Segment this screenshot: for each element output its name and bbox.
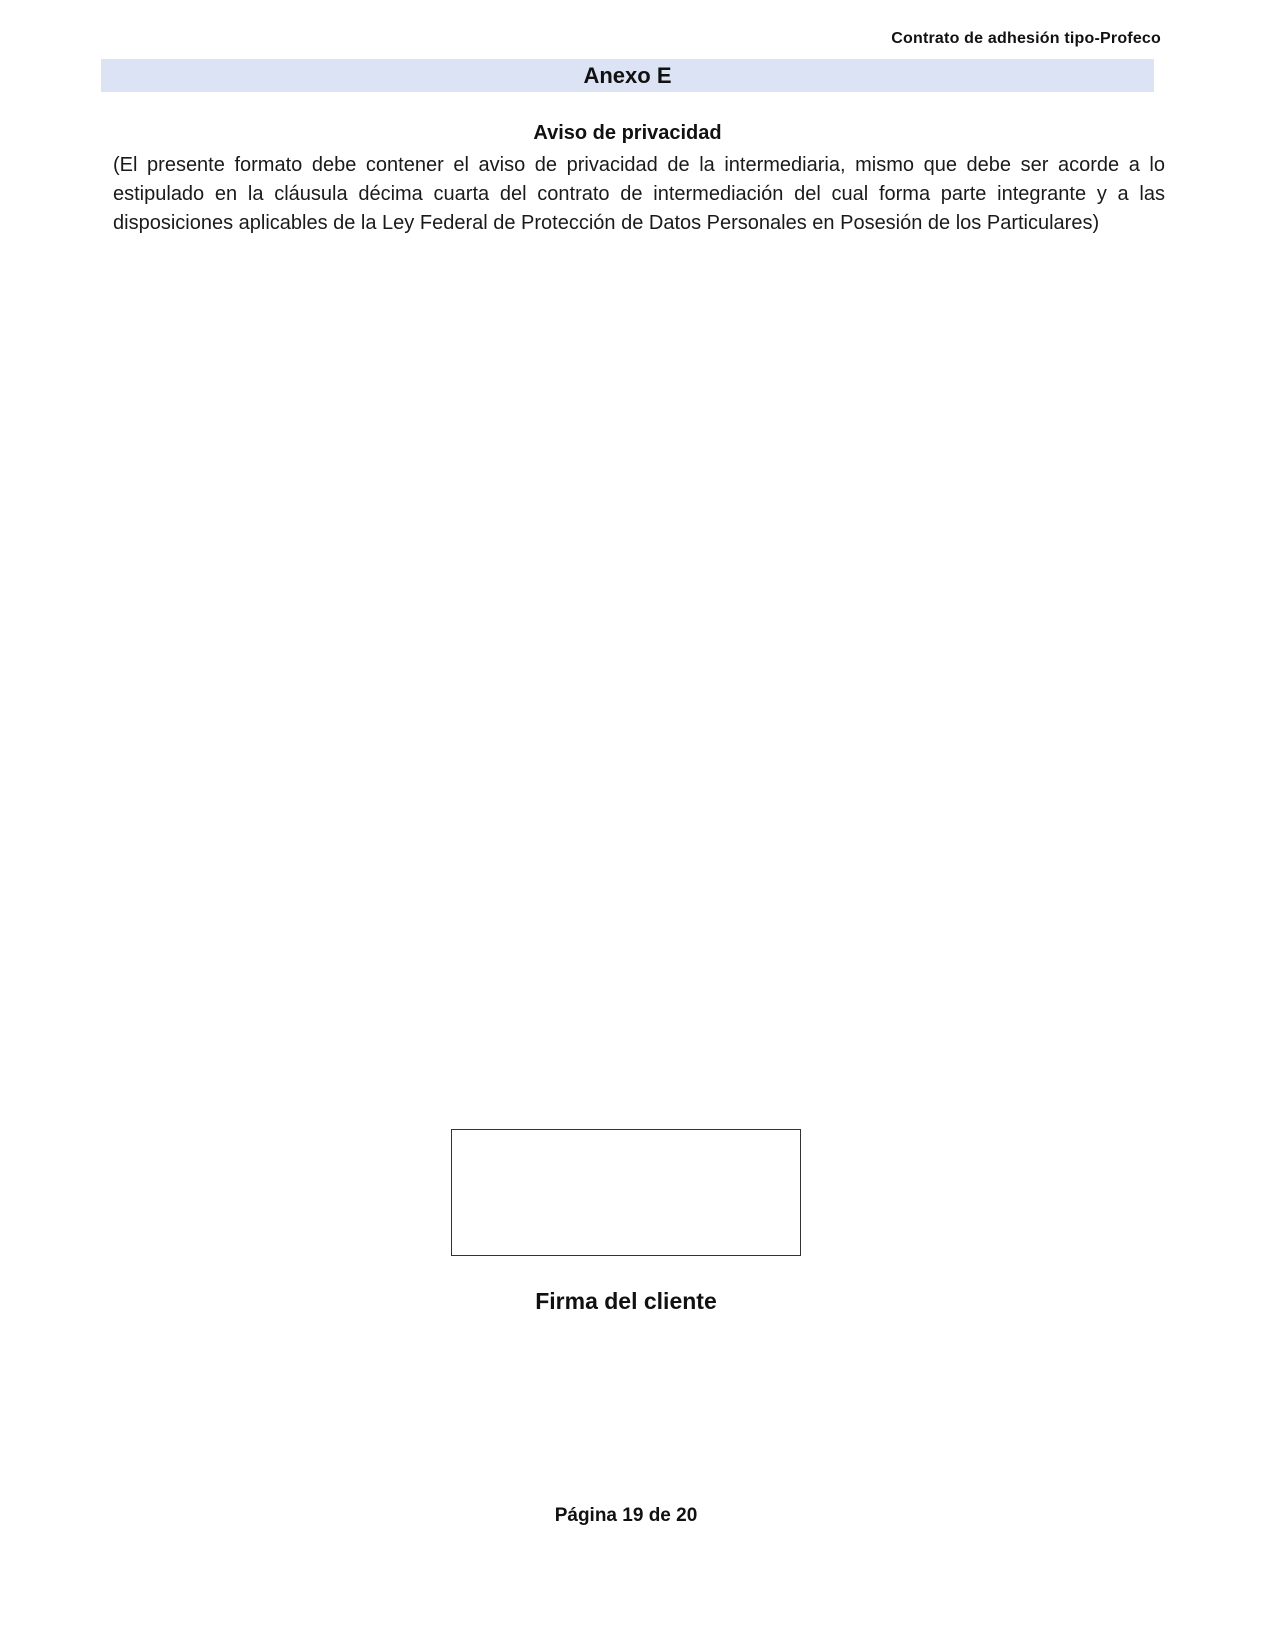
annex-title: Anexo E: [583, 62, 672, 88]
document-header-label: Contrato de adhesión tipo-Profeco: [891, 30, 1161, 47]
privacy-notice-body: (El presente formato debe contener el aviso de privacidad de la intermediaria, mismo que debe ser acorde a lo estipulado en la cláusula décima cuarta del contrato de intermediación del cual forma parte integrante y a las disposiciones aplicables de la Ley Federal de Protección de Datos Personales en Posesión de los Particulares): [113, 154, 1165, 234]
annex-title-bar: [101, 59, 1154, 92]
signature-label: Firma del cliente: [535, 1288, 717, 1314]
signature-box: [451, 1129, 801, 1256]
privacy-notice-title: Aviso de privacidad: [533, 122, 722, 144]
page-number: Página 19 de 20: [554, 1505, 698, 1526]
